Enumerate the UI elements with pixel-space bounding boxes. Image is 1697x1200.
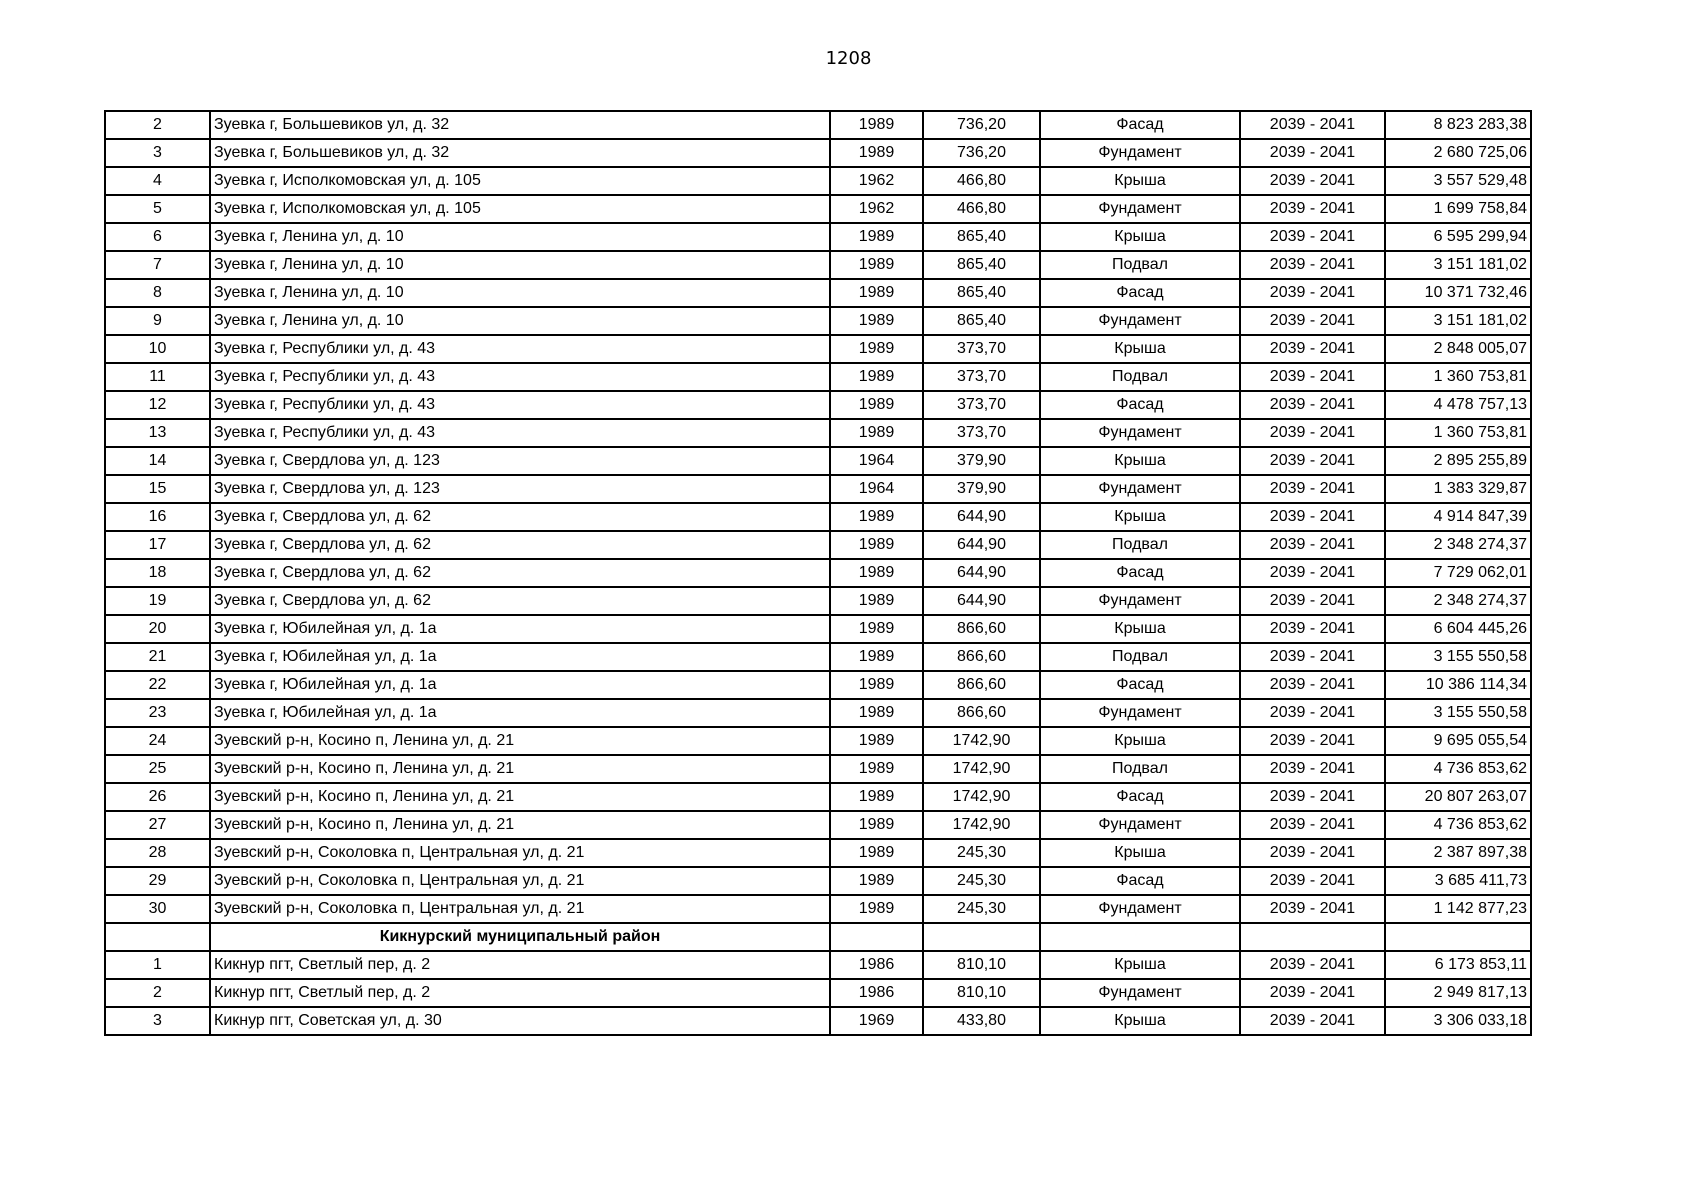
row-number-cell: 14 bbox=[105, 447, 210, 475]
area-cell: 466,80 bbox=[923, 167, 1040, 195]
row-number-cell: 8 bbox=[105, 279, 210, 307]
row-number-cell: 29 bbox=[105, 867, 210, 895]
cost-cell: 6 604 445,26 bbox=[1385, 615, 1531, 643]
row-number-cell: 16 bbox=[105, 503, 210, 531]
period-cell: 2039 - 2041 bbox=[1240, 699, 1385, 727]
area-cell: 866,60 bbox=[923, 671, 1040, 699]
row-number-cell: 24 bbox=[105, 727, 210, 755]
area-cell: 1742,90 bbox=[923, 811, 1040, 839]
address-cell: Зуевка г, Республики ул, д. 43 bbox=[210, 419, 830, 447]
period-cell: 2039 - 2041 bbox=[1240, 979, 1385, 1007]
area-cell: 810,10 bbox=[923, 979, 1040, 1007]
area-cell bbox=[923, 923, 1040, 951]
work-type-cell: Подвал bbox=[1040, 755, 1240, 783]
table-row bbox=[105, 167, 1531, 195]
cost-cell: 20 807 263,07 bbox=[1385, 783, 1531, 811]
table-row bbox=[105, 783, 1531, 811]
year-built-cell: 1962 bbox=[830, 167, 923, 195]
area-cell: 736,20 bbox=[923, 111, 1040, 139]
cost-cell: 2 348 274,37 bbox=[1385, 531, 1531, 559]
year-built-cell: 1986 bbox=[830, 951, 923, 979]
area-cell: 810,10 bbox=[923, 951, 1040, 979]
work-type-cell: Подвал bbox=[1040, 643, 1240, 671]
table-row bbox=[105, 587, 1531, 615]
table-row bbox=[105, 223, 1531, 251]
work-type-cell: Фундамент bbox=[1040, 307, 1240, 335]
row-number-cell: 2 bbox=[105, 979, 210, 1007]
period-cell: 2039 - 2041 bbox=[1240, 475, 1385, 503]
address-cell: Зуевка г, Юбилейная ул, д. 1а bbox=[210, 671, 830, 699]
cost-cell: 10 371 732,46 bbox=[1385, 279, 1531, 307]
area-cell: 1742,90 bbox=[923, 755, 1040, 783]
row-number-cell: 3 bbox=[105, 139, 210, 167]
period-cell: 2039 - 2041 bbox=[1240, 363, 1385, 391]
area-cell: 466,80 bbox=[923, 195, 1040, 223]
table-row bbox=[105, 979, 1531, 1007]
row-number-cell: 21 bbox=[105, 643, 210, 671]
cost-cell: 3 306 033,18 bbox=[1385, 1007, 1531, 1035]
table-row bbox=[105, 671, 1531, 699]
address-cell: Зуевский р-н, Косино п, Ленина ул, д. 21 bbox=[210, 783, 830, 811]
year-built-cell: 1989 bbox=[830, 839, 923, 867]
work-type-cell: Подвал bbox=[1040, 363, 1240, 391]
work-type-cell: Фундамент bbox=[1040, 195, 1240, 223]
cost-cell: 1 699 758,84 bbox=[1385, 195, 1531, 223]
area-cell: 373,70 bbox=[923, 391, 1040, 419]
table-row bbox=[105, 811, 1531, 839]
year-built-cell: 1989 bbox=[830, 279, 923, 307]
cost-cell: 3 151 181,02 bbox=[1385, 307, 1531, 335]
period-cell: 2039 - 2041 bbox=[1240, 251, 1385, 279]
repair-schedule-table bbox=[104, 110, 1532, 1036]
cost-cell: 4 478 757,13 bbox=[1385, 391, 1531, 419]
row-number-cell: 13 bbox=[105, 419, 210, 447]
address-cell: Зуевка г, Республики ул, д. 43 bbox=[210, 391, 830, 419]
year-built-cell: 1989 bbox=[830, 531, 923, 559]
table-row bbox=[105, 503, 1531, 531]
period-cell: 2039 - 2041 bbox=[1240, 307, 1385, 335]
cost-cell: 4 914 847,39 bbox=[1385, 503, 1531, 531]
table-row bbox=[105, 755, 1531, 783]
area-cell: 245,30 bbox=[923, 895, 1040, 923]
address-cell: Зуевский р-н, Соколовка п, Центральная ул, д. 21 bbox=[210, 839, 830, 867]
cost-cell: 2 387 897,38 bbox=[1385, 839, 1531, 867]
work-type-cell: Фасад bbox=[1040, 391, 1240, 419]
year-built-cell: 1989 bbox=[830, 699, 923, 727]
address-cell: Зуевка г, Юбилейная ул, д. 1а bbox=[210, 615, 830, 643]
cost-cell: 1 383 329,87 bbox=[1385, 475, 1531, 503]
year-built-cell: 1989 bbox=[830, 139, 923, 167]
table-row bbox=[105, 335, 1531, 363]
cost-cell: 2 949 817,13 bbox=[1385, 979, 1531, 1007]
row-number-cell: 26 bbox=[105, 783, 210, 811]
table-row bbox=[105, 391, 1531, 419]
cost-cell: 3 155 550,58 bbox=[1385, 643, 1531, 671]
table-row bbox=[105, 111, 1531, 139]
year-built-cell: 1989 bbox=[830, 867, 923, 895]
period-cell: 2039 - 2041 bbox=[1240, 531, 1385, 559]
year-built-cell: 1989 bbox=[830, 671, 923, 699]
work-type-cell: Фасад bbox=[1040, 671, 1240, 699]
period-cell: 2039 - 2041 bbox=[1240, 391, 1385, 419]
period-cell: 2039 - 2041 bbox=[1240, 167, 1385, 195]
work-type-cell: Крыша bbox=[1040, 839, 1240, 867]
cost-cell: 1 360 753,81 bbox=[1385, 419, 1531, 447]
year-built-cell: 1986 bbox=[830, 979, 923, 1007]
area-cell: 865,40 bbox=[923, 251, 1040, 279]
cost-cell: 10 386 114,34 bbox=[1385, 671, 1531, 699]
work-type-cell: Крыша bbox=[1040, 335, 1240, 363]
cost-cell bbox=[1385, 923, 1531, 951]
address-cell: Зуевка г, Исполкомовская ул, д. 105 bbox=[210, 167, 830, 195]
work-type-cell: Фундамент bbox=[1040, 139, 1240, 167]
period-cell: 2039 - 2041 bbox=[1240, 587, 1385, 615]
area-cell: 379,90 bbox=[923, 475, 1040, 503]
table-row bbox=[105, 195, 1531, 223]
year-built-cell: 1989 bbox=[830, 391, 923, 419]
row-number-cell: 5 bbox=[105, 195, 210, 223]
address-cell: Зуевский р-н, Косино п, Ленина ул, д. 21 bbox=[210, 727, 830, 755]
cost-cell: 6 595 299,94 bbox=[1385, 223, 1531, 251]
period-cell: 2039 - 2041 bbox=[1240, 139, 1385, 167]
area-cell: 865,40 bbox=[923, 307, 1040, 335]
row-number-cell: 25 bbox=[105, 755, 210, 783]
table-row bbox=[105, 643, 1531, 671]
year-built-cell: 1989 bbox=[830, 419, 923, 447]
table-row bbox=[105, 839, 1531, 867]
area-cell: 866,60 bbox=[923, 643, 1040, 671]
period-cell: 2039 - 2041 bbox=[1240, 195, 1385, 223]
row-number-cell: 18 bbox=[105, 559, 210, 587]
cost-cell: 3 155 550,58 bbox=[1385, 699, 1531, 727]
address-cell: Кикнур пгт, Советская ул, д. 30 bbox=[210, 1007, 830, 1035]
period-cell: 2039 - 2041 bbox=[1240, 447, 1385, 475]
address-cell: Зуевка г, Исполкомовская ул, д. 105 bbox=[210, 195, 830, 223]
address-cell: Зуевка г, Ленина ул, д. 10 bbox=[210, 279, 830, 307]
table-row bbox=[105, 559, 1531, 587]
address-cell: Зуевка г, Республики ул, д. 43 bbox=[210, 363, 830, 391]
cost-cell: 8 823 283,38 bbox=[1385, 111, 1531, 139]
period-cell: 2039 - 2041 bbox=[1240, 1007, 1385, 1035]
year-built-cell: 1989 bbox=[830, 223, 923, 251]
work-type-cell: Фасад bbox=[1040, 111, 1240, 139]
period-cell: 2039 - 2041 bbox=[1240, 895, 1385, 923]
area-cell: 373,70 bbox=[923, 419, 1040, 447]
table-row bbox=[105, 895, 1531, 923]
address-cell: Зуевка г, Ленина ул, д. 10 bbox=[210, 307, 830, 335]
work-type-cell: Фасад bbox=[1040, 279, 1240, 307]
address-cell: Зуевка г, Большевиков ул, д. 32 bbox=[210, 111, 830, 139]
work-type-cell: Фундамент bbox=[1040, 475, 1240, 503]
table-row bbox=[105, 951, 1531, 979]
table-row bbox=[105, 615, 1531, 643]
year-built-cell: 1989 bbox=[830, 307, 923, 335]
section-header-row bbox=[105, 923, 1531, 951]
year-built-cell: 1962 bbox=[830, 195, 923, 223]
period-cell: 2039 - 2041 bbox=[1240, 335, 1385, 363]
period-cell: 2039 - 2041 bbox=[1240, 503, 1385, 531]
area-cell: 866,60 bbox=[923, 615, 1040, 643]
cost-cell: 2 895 255,89 bbox=[1385, 447, 1531, 475]
year-built-cell: 1989 bbox=[830, 335, 923, 363]
cost-cell: 3 685 411,73 bbox=[1385, 867, 1531, 895]
year-built-cell: 1989 bbox=[830, 251, 923, 279]
area-cell: 644,90 bbox=[923, 503, 1040, 531]
year-built-cell: 1989 bbox=[830, 111, 923, 139]
year-built-cell: 1964 bbox=[830, 447, 923, 475]
work-type-cell: Фасад bbox=[1040, 783, 1240, 811]
row-number-cell: 17 bbox=[105, 531, 210, 559]
period-cell bbox=[1240, 923, 1385, 951]
row-number-cell bbox=[105, 923, 210, 951]
work-type-cell: Крыша bbox=[1040, 503, 1240, 531]
address-cell: Зуевка г, Ленина ул, д. 10 bbox=[210, 251, 830, 279]
year-built-cell: 1989 bbox=[830, 559, 923, 587]
table-row bbox=[105, 251, 1531, 279]
address-cell: Зуевский р-н, Соколовка п, Центральная ул, д. 21 bbox=[210, 895, 830, 923]
area-cell: 644,90 bbox=[923, 559, 1040, 587]
area-cell: 379,90 bbox=[923, 447, 1040, 475]
area-cell: 1742,90 bbox=[923, 783, 1040, 811]
period-cell: 2039 - 2041 bbox=[1240, 783, 1385, 811]
year-built-cell: 1989 bbox=[830, 363, 923, 391]
cost-cell: 3 557 529,48 bbox=[1385, 167, 1531, 195]
area-cell: 644,90 bbox=[923, 587, 1040, 615]
work-type-cell: Подвал bbox=[1040, 251, 1240, 279]
work-type-cell bbox=[1040, 923, 1240, 951]
work-type-cell: Фасад bbox=[1040, 559, 1240, 587]
table-body bbox=[105, 111, 1531, 1035]
cost-cell: 7 729 062,01 bbox=[1385, 559, 1531, 587]
year-built-cell: 1989 bbox=[830, 727, 923, 755]
work-type-cell: Фундамент bbox=[1040, 587, 1240, 615]
row-number-cell: 20 bbox=[105, 615, 210, 643]
page-number: 1208 bbox=[825, 48, 872, 69]
cost-cell: 2 348 274,37 bbox=[1385, 587, 1531, 615]
table-row bbox=[105, 139, 1531, 167]
table-row bbox=[105, 307, 1531, 335]
period-cell: 2039 - 2041 bbox=[1240, 671, 1385, 699]
row-number-cell: 1 bbox=[105, 951, 210, 979]
cost-cell: 3 151 181,02 bbox=[1385, 251, 1531, 279]
cost-cell: 4 736 853,62 bbox=[1385, 755, 1531, 783]
address-cell: Зуевский р-н, Косино п, Ленина ул, д. 21 bbox=[210, 811, 830, 839]
cost-cell: 2 848 005,07 bbox=[1385, 335, 1531, 363]
address-cell: Зуевка г, Свердлова ул, д. 62 bbox=[210, 503, 830, 531]
table-row bbox=[105, 1007, 1531, 1035]
row-number-cell: 15 bbox=[105, 475, 210, 503]
area-cell: 865,40 bbox=[923, 279, 1040, 307]
year-built-cell: 1989 bbox=[830, 783, 923, 811]
work-type-cell: Фундамент bbox=[1040, 811, 1240, 839]
cost-cell: 1 360 753,81 bbox=[1385, 363, 1531, 391]
year-built-cell: 1989 bbox=[830, 587, 923, 615]
year-built-cell: 1989 bbox=[830, 503, 923, 531]
row-number-cell: 22 bbox=[105, 671, 210, 699]
address-cell: Зуевка г, Большевиков ул, д. 32 bbox=[210, 139, 830, 167]
period-cell: 2039 - 2041 bbox=[1240, 811, 1385, 839]
work-type-cell: Фундамент bbox=[1040, 979, 1240, 1007]
address-cell: Кикнур пгт, Светлый пер, д. 2 bbox=[210, 951, 830, 979]
area-cell: 736,20 bbox=[923, 139, 1040, 167]
table-row bbox=[105, 531, 1531, 559]
table-row bbox=[105, 447, 1531, 475]
period-cell: 2039 - 2041 bbox=[1240, 223, 1385, 251]
period-cell: 2039 - 2041 bbox=[1240, 279, 1385, 307]
period-cell: 2039 - 2041 bbox=[1240, 643, 1385, 671]
work-type-cell: Крыша bbox=[1040, 223, 1240, 251]
period-cell: 2039 - 2041 bbox=[1240, 755, 1385, 783]
row-number-cell: 12 bbox=[105, 391, 210, 419]
area-cell: 245,30 bbox=[923, 867, 1040, 895]
cost-cell: 4 736 853,62 bbox=[1385, 811, 1531, 839]
address-cell: Зуевка г, Республики ул, д. 43 bbox=[210, 335, 830, 363]
period-cell: 2039 - 2041 bbox=[1240, 111, 1385, 139]
year-built-cell: 1969 bbox=[830, 1007, 923, 1035]
area-cell: 433,80 bbox=[923, 1007, 1040, 1035]
table-row bbox=[105, 727, 1531, 755]
cost-cell: 9 695 055,54 bbox=[1385, 727, 1531, 755]
year-built-cell: 1964 bbox=[830, 475, 923, 503]
work-type-cell: Фундамент bbox=[1040, 699, 1240, 727]
row-number-cell: 19 bbox=[105, 587, 210, 615]
section-title: Кикнурский муниципальный район bbox=[210, 923, 830, 951]
work-type-cell: Фундамент bbox=[1040, 895, 1240, 923]
cost-cell: 6 173 853,11 bbox=[1385, 951, 1531, 979]
row-number-cell: 27 bbox=[105, 811, 210, 839]
row-number-cell: 2 bbox=[105, 111, 210, 139]
work-type-cell: Фасад bbox=[1040, 867, 1240, 895]
work-type-cell: Крыша bbox=[1040, 951, 1240, 979]
work-type-cell: Крыша bbox=[1040, 447, 1240, 475]
year-built-cell: 1989 bbox=[830, 895, 923, 923]
row-number-cell: 9 bbox=[105, 307, 210, 335]
address-cell: Зуевка г, Юбилейная ул, д. 1а bbox=[210, 643, 830, 671]
work-type-cell: Крыша bbox=[1040, 1007, 1240, 1035]
work-type-cell: Подвал bbox=[1040, 531, 1240, 559]
period-cell: 2039 - 2041 bbox=[1240, 951, 1385, 979]
table-row bbox=[105, 363, 1531, 391]
period-cell: 2039 - 2041 bbox=[1240, 419, 1385, 447]
table-row bbox=[105, 699, 1531, 727]
row-number-cell: 11 bbox=[105, 363, 210, 391]
row-number-cell: 6 bbox=[105, 223, 210, 251]
row-number-cell: 28 bbox=[105, 839, 210, 867]
area-cell: 373,70 bbox=[923, 335, 1040, 363]
period-cell: 2039 - 2041 bbox=[1240, 867, 1385, 895]
cost-cell: 1 142 877,23 bbox=[1385, 895, 1531, 923]
year-built-cell bbox=[830, 923, 923, 951]
cost-cell: 2 680 725,06 bbox=[1385, 139, 1531, 167]
address-cell: Зуевский р-н, Соколовка п, Центральная ул, д. 21 bbox=[210, 867, 830, 895]
area-cell: 1742,90 bbox=[923, 727, 1040, 755]
period-cell: 2039 - 2041 bbox=[1240, 559, 1385, 587]
table-row bbox=[105, 419, 1531, 447]
year-built-cell: 1989 bbox=[830, 811, 923, 839]
table-row bbox=[105, 279, 1531, 307]
address-cell: Зуевка г, Ленина ул, д. 10 bbox=[210, 223, 830, 251]
address-cell: Зуевский р-н, Косино п, Ленина ул, д. 21 bbox=[210, 755, 830, 783]
year-built-cell: 1989 bbox=[830, 755, 923, 783]
address-cell: Кикнур пгт, Светлый пер, д. 2 bbox=[210, 979, 830, 1007]
row-number-cell: 23 bbox=[105, 699, 210, 727]
work-type-cell: Крыша bbox=[1040, 615, 1240, 643]
area-cell: 866,60 bbox=[923, 699, 1040, 727]
table-row bbox=[105, 867, 1531, 895]
row-number-cell: 4 bbox=[105, 167, 210, 195]
period-cell: 2039 - 2041 bbox=[1240, 839, 1385, 867]
area-cell: 245,30 bbox=[923, 839, 1040, 867]
table-row bbox=[105, 475, 1531, 503]
address-cell: Зуевка г, Свердлова ул, д. 62 bbox=[210, 559, 830, 587]
work-type-cell: Крыша bbox=[1040, 167, 1240, 195]
year-built-cell: 1989 bbox=[830, 643, 923, 671]
period-cell: 2039 - 2041 bbox=[1240, 615, 1385, 643]
address-cell: Зуевка г, Юбилейная ул, д. 1а bbox=[210, 699, 830, 727]
area-cell: 865,40 bbox=[923, 223, 1040, 251]
address-cell: Зуевка г, Свердлова ул, д. 123 bbox=[210, 447, 830, 475]
row-number-cell: 3 bbox=[105, 1007, 210, 1035]
area-cell: 373,70 bbox=[923, 363, 1040, 391]
address-cell: Зуевка г, Свердлова ул, д. 123 bbox=[210, 475, 830, 503]
address-cell: Зуевка г, Свердлова ул, д. 62 bbox=[210, 531, 830, 559]
work-type-cell: Фундамент bbox=[1040, 419, 1240, 447]
year-built-cell: 1989 bbox=[830, 615, 923, 643]
row-number-cell: 10 bbox=[105, 335, 210, 363]
address-cell: Зуевка г, Свердлова ул, д. 62 bbox=[210, 587, 830, 615]
row-number-cell: 7 bbox=[105, 251, 210, 279]
work-type-cell: Крыша bbox=[1040, 727, 1240, 755]
row-number-cell: 30 bbox=[105, 895, 210, 923]
period-cell: 2039 - 2041 bbox=[1240, 727, 1385, 755]
area-cell: 644,90 bbox=[923, 531, 1040, 559]
